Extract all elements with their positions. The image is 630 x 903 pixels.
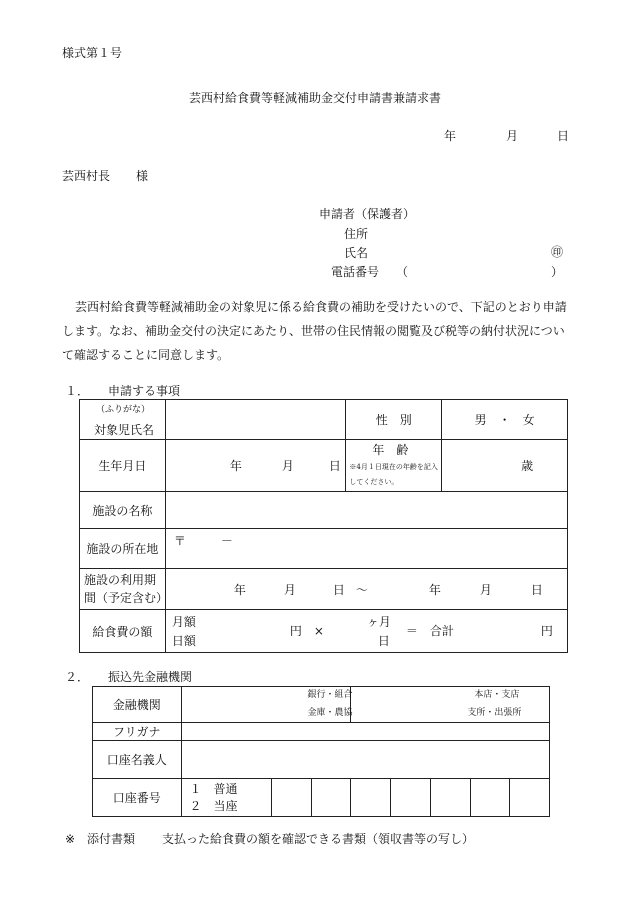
daily-label: 日額 (171, 634, 196, 648)
period-to-month: 月 (479, 583, 492, 597)
birth-day-unit: 日 (328, 459, 341, 473)
age-label: 年 齢 (372, 443, 409, 457)
facility-name-label: 施設の名称 (80, 492, 166, 529)
bank-types-line2: 金庫・農協 (307, 708, 353, 718)
seal-mark: ㊞ (551, 245, 564, 259)
birth-month-unit: 月 (281, 459, 294, 473)
account-number-label: 口座番号 (93, 779, 182, 817)
date-day: 日 (557, 129, 570, 143)
body-text: 芸西村給食費等軽減補助金の対象児に係る給食費の補助を受けたいので、下記のとおり申請します。なお、補助金交付の決定にあたり、世帯の住民情報の閲覧及び税等の納付状況について確認することに同意します。 (62, 300, 567, 362)
attachment-text: 支払った給食費の額を確認できる書類（領収書等の写し） (162, 832, 475, 846)
birthdate-label: 生年月日 (80, 440, 166, 492)
holder-label: 口座名義人 (93, 741, 182, 779)
facility-address-label: 施設の所在地 (80, 529, 166, 569)
meal-cost-label: 給食費の額 (80, 610, 166, 653)
gender-options[interactable]: 男 ・ 女 (442, 400, 568, 440)
child-name-label: 対象児氏名 (94, 423, 155, 437)
equals-total: ＝ 合計 (405, 624, 454, 638)
period-tilde: ～ (355, 583, 368, 597)
usage-period-label-line1: 施設の利用期 (84, 573, 157, 587)
holder-field[interactable] (181, 741, 549, 779)
account-digit[interactable] (391, 779, 430, 817)
gender-label: 性 別 (346, 400, 442, 440)
yen-times: 円 × (289, 624, 324, 638)
birthdate-field[interactable] (165, 440, 346, 492)
phone-open-paren: （ (396, 265, 409, 279)
bank-name-field[interactable] (181, 687, 351, 723)
facility-name-field[interactable] (165, 492, 567, 529)
addressee-honorific: 様 (136, 169, 149, 183)
age-field[interactable] (442, 440, 568, 492)
account-type-ordinary: １ 普通 (189, 782, 238, 796)
child-name-label-cell (80, 400, 166, 440)
account-digit[interactable] (272, 779, 312, 817)
total-yen-unit: 円 (540, 624, 553, 638)
usage-period-label (80, 569, 169, 610)
date-year: 年 (444, 129, 457, 143)
account-digit[interactable] (509, 779, 549, 817)
branch-name-field[interactable] (351, 687, 550, 723)
monthly-label: 月額 (171, 615, 196, 629)
kana-label: フリガナ (93, 723, 182, 741)
branch-types-line2: 支所・出張所 (467, 708, 522, 718)
applicant-heading: 申請者（保護者） (319, 207, 416, 221)
age-unit: 歳 (521, 459, 534, 473)
account-type-current: ２ 当座 (189, 799, 238, 813)
section2-number: ２． (65, 670, 90, 684)
applicant-name-label: 氏名 (344, 246, 369, 260)
months-unit: ヶ月 (366, 615, 391, 629)
account-digit[interactable] (430, 779, 470, 817)
period-to-day: 日 (530, 583, 543, 597)
postal-dash: － (220, 534, 233, 548)
period-from-year: 年 (233, 583, 246, 597)
account-digit[interactable] (312, 779, 351, 817)
meal-cost-field[interactable] (165, 610, 567, 653)
applicant-phone-label: 電話番号 (331, 265, 380, 279)
furigana-label: （ふりがな） (96, 405, 151, 415)
child-name-field[interactable] (165, 400, 346, 440)
section1-number: １． (65, 384, 90, 398)
kana-field[interactable] (181, 723, 549, 741)
bank-types-line1: 銀行・組合 (307, 690, 353, 700)
account-type-field[interactable] (181, 779, 272, 817)
institution-label: 金融機関 (93, 687, 182, 723)
section1-title: 申請する事項 (108, 384, 181, 398)
account-digit[interactable] (351, 779, 391, 817)
usage-period-field[interactable] (165, 569, 567, 610)
phone-close-paren: ） (551, 265, 564, 279)
attachment-label: 添付書類 (87, 832, 136, 846)
period-from-month: 月 (283, 583, 296, 597)
birth-year-unit: 年 (229, 459, 242, 473)
facility-address-field[interactable] (165, 529, 567, 569)
form-number: 様式第１号 (62, 46, 123, 60)
page-title: 芸西村給食費等軽減補助金交付申請書兼請求書 (188, 91, 441, 105)
age-note: ※4月１日現在の年齢を記入してください。 (349, 463, 438, 486)
age-label-cell (346, 440, 442, 492)
period-to-year: 年 (428, 583, 441, 597)
attachment-mark: ※ (65, 832, 76, 846)
days-unit: 日 (377, 634, 390, 648)
account-digit[interactable] (470, 779, 509, 817)
period-from-day: 日 (332, 583, 345, 597)
date-month: 月 (506, 129, 519, 143)
postal-mark: 〒 (173, 534, 186, 548)
application-table (79, 399, 568, 653)
usage-period-label-line2: 間（予定含む） (84, 591, 169, 605)
bank-table (92, 686, 550, 817)
applicant-address-label: 住所 (344, 227, 369, 241)
branch-types-line1: 本店・支店 (474, 690, 520, 700)
section2-title: 振込先金融機関 (108, 670, 193, 684)
addressee-name: 芸西村長 (62, 169, 111, 183)
